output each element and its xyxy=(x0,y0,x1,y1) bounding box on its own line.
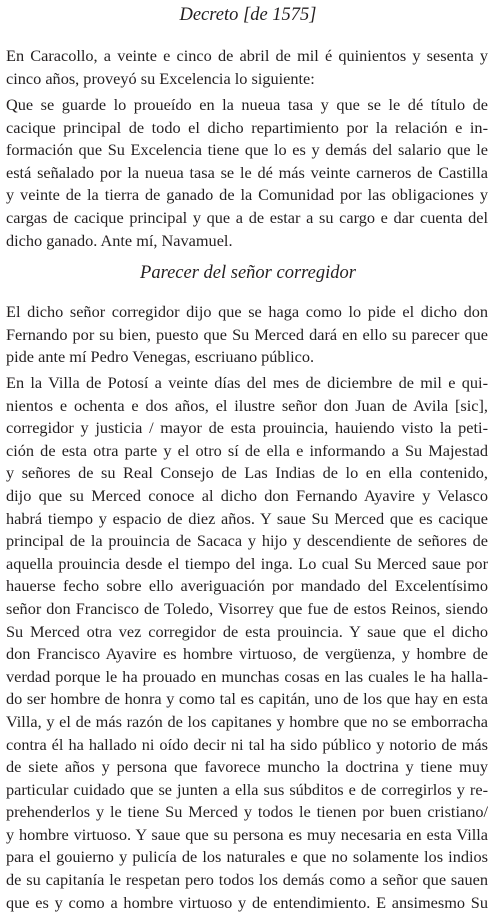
text-line: cacique principal de todo el dicho repartimiento por la relación e in- xyxy=(6,117,488,137)
text-line: contra él ha hallado ni oído decir ni tal ha sido público y notorio de más xyxy=(6,734,488,754)
paragraph-nueva-tasa xyxy=(6,94,488,252)
text-line: y hombre virtuoso. Y saue que su persona es muy necesaria en esta Villa xyxy=(6,824,488,844)
text-line: Que se guarde lo proueído en la nueua tasa y que se le dé título de xyxy=(6,95,488,114)
text-line: principal de la prouincia de Sacaca y hijo y descendiente de señores de xyxy=(6,531,488,551)
text-line: dicho ganado. Ante mí, Navamuel. xyxy=(6,230,233,250)
paragraph-corregidor-dijo xyxy=(6,301,488,369)
text-line: don Francisco Ayavire es hombre virtuoso, de vergüenza, y hombre de xyxy=(6,644,488,664)
paragraph-caracollo xyxy=(6,45,488,90)
corregidor-heading: Parecer del señor corregidor xyxy=(140,263,356,283)
text-line: Fernando por su bien, puesto que Su Merced dará en ello su parecer que xyxy=(6,324,488,344)
text-line: Villa, y el de más razón de los capitanes y hombre que no se emborracha xyxy=(6,711,488,731)
text-line: y señores de su Real Consejo de Las Indias de lo en ella contenido, xyxy=(6,463,488,483)
text-line: señor don Francisco de Toledo, Visorrey que fue de estos Reinos, siendo xyxy=(6,598,488,618)
text-line: dijo que su Merced conoce al dicho don Fernando Ayavire y Velasco xyxy=(6,485,488,505)
text-line: do ser hombre de honra y como tal es capitán, uno de los que hay en esta xyxy=(6,689,488,709)
text-line: ción de esta otra parte y el otro sí de ella e informando a Su Majestad xyxy=(6,440,488,460)
text-line: prehenderlos y le tiene Su Merced y todos le tienen por buen cristiano/ xyxy=(6,802,488,822)
text-line: El dicho señor corregidor dijo que se haga como lo pide el dicho don xyxy=(6,302,488,321)
decree-heading: Decreto [de 1575] xyxy=(179,5,317,25)
text-line: En la Villa de Potosí a veinte días del mes de diciembre de mil e qui- xyxy=(6,373,488,392)
text-line: hauerse fecho sobre ello averiguación por mandado del Excelentísimo xyxy=(6,576,488,596)
text-line: cinco años, proveyó su Excelencia lo siguiente: xyxy=(6,68,315,88)
text-line: que es y como a hombre virtuoso y de entendimiento. E ansimesmo Su xyxy=(6,892,488,912)
text-line: pide ante mí Pedro Venegas, escriuano público. xyxy=(6,347,315,367)
text-line: formación que Su Excelencia tiene que lo es y demás del salario que le xyxy=(6,140,488,160)
paragraph-villa-potosi xyxy=(6,372,488,914)
text-line: En Caracollo, a veinte e cinco de abril de mil é quinientos y sesenta y xyxy=(6,46,488,65)
text-line: aquella prouincia desde el tiempo del inga. Lo cual Su Merced saue por xyxy=(6,553,488,573)
text-line: Su Merced otra vez corregidor de esta prouincia. Y saue que el dicho xyxy=(6,621,488,641)
text-line: particular cuidado que se junten a ella sus súbditos e de corregirlos y re- xyxy=(6,779,488,799)
text-line: habrá tiempo y espacio de diez años. Y saue Su Merced que es cacique xyxy=(6,508,488,528)
text-line: para el gouierno y pulicía de los naturales e que no solamente los indios xyxy=(6,847,488,867)
text-line: nientos e ochenta e dos años, el ilustre señor don Juan de Avila [sic], xyxy=(6,395,488,415)
text-line: cargas de cacique principal y que a de estar a su cargo e dar cuenta del xyxy=(6,207,488,227)
text-line: está señalado por la nueua tasa se le dé más veinte carneros de Castilla xyxy=(6,162,488,182)
text-line: de su capitanía le respetan pero todos los demás como a señor que sauen xyxy=(6,870,488,890)
text-line: verdad porque le ha prouado en munchas cosas en las cuales le ha halla- xyxy=(6,666,488,686)
text-line: de siete años y persona que favorece muncho la doctrina y tiene muy xyxy=(6,757,488,777)
text-line: y veinte de la tierra de ganado de la Comunidad por las obligaciones y xyxy=(6,185,488,205)
text-line: corregidor y justicia / mayor de esta prouincia, hauiendo visto la peti- xyxy=(6,418,488,438)
